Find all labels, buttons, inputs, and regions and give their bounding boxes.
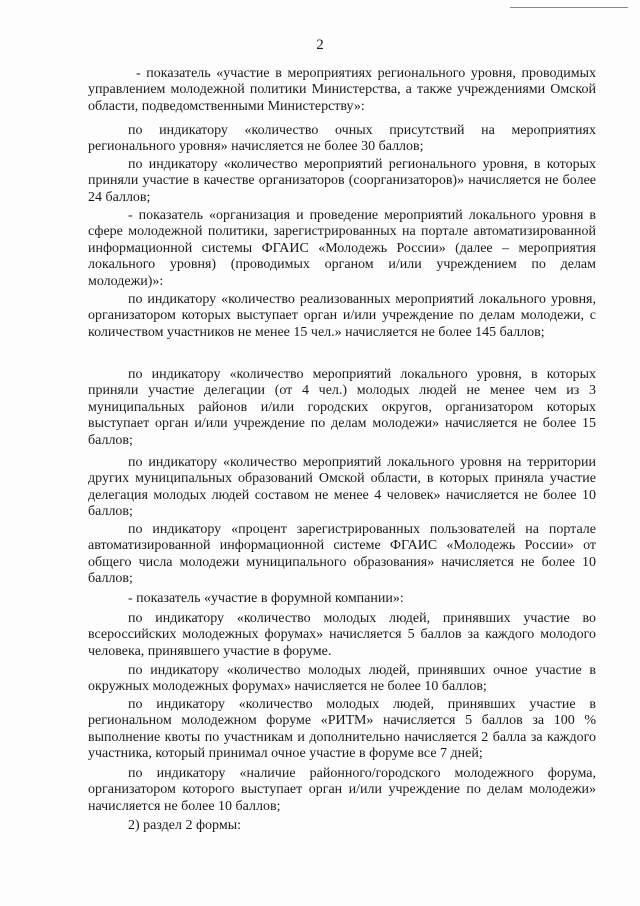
paragraph-regional-participation: - показатель «участие в мероприятиях регионального уровня, проводимых управлением молодежной политики Министерства, а также учреждениями Омской области, подведомственными Министерству»: [88, 66, 596, 114]
paragraph-indicator-organizers: по индикатору «количество мероприятий регионального уровня, в которых приняли участие в качестве организаторов (соорганизаторов)» начисляется не более 24 баллов; [88, 157, 596, 205]
paragraph-indicator-local-forum: по индикатору «наличие районного/городского молодежного форума, организатором которого выступает орган и/или учреждение по делам молодежи» начисляется не более 10 баллов; [88, 766, 596, 814]
paragraph-indicator-other-municipalities: по индикатору «количество мероприятий локального уровня на территории других муниципальных образований Омской области, в которых приняла участие делегация молодых людей составом не менее 4 человек» начисляется не более 10 баллов; [88, 455, 596, 520]
scan-edge-line [510, 7, 628, 8]
page-number: 2 [316, 37, 324, 53]
paragraph-indicator-national-forums: по индикатору «количество молодых людей, принявших участие во всероссийских молодежных форумах» начисляется 5 баллов за каждого молодого человека, принявшего участие в форуме. [88, 611, 596, 659]
paragraph-indicator-delegations: по индикатору «количество мероприятий локального уровня, в которых приняли участие делегации (от 4 чел.) молодых людей не менее чем из 3 муниципальных районов и/или городских округов, организатором которых выступает орган и/или учреждение по делам молодежи» начисляется не более 15 баллов; [88, 367, 596, 448]
paragraph-forum-campaign: - показатель «участие в форумной компании»: [128, 591, 404, 606]
paragraph-indicator-ritm-forum: по индикатору «количество молодых людей, принявших участие в региональном молодежном форуме «РИТМ» начисляется 5 баллов за 100 % выполнение квоты по участникам и дополнительно начисляется 2 балла за каждого участника, который принимал очное участие в форуме все 7 дней; [88, 697, 596, 762]
paragraph-indicator-registered-users: по индикатору «процент зарегистрированных пользователей на портале автоматизированной информационной системе ФГАИС «Молодежь России» от общего числа молодежи муниципального образования» начисляется не более 10 баллов; [88, 522, 596, 587]
paragraph-local-events: - показатель «организация и проведение мероприятий локального уровня в сфере молодежной политики, зарегистрированных на портале автоматизированной информационной системы ФГАИС «Молодежь России» (далее – мероприятия локального уровня) (проводимых органом и/или учреждением по делам молодежи)»: [88, 208, 596, 289]
section-2-heading: 2) раздел 2 формы: [128, 818, 241, 833]
paragraph-indicator-attendance: по индикатору «количество очных присутствий на мероприятиях регионального уровня» начисляется не более 30 баллов; [88, 123, 596, 155]
paragraph-indicator-district-forums: по индикатору «количество молодых людей, принявших очное участие в окружных молодежных форумах» начисляется не более 10 баллов; [88, 663, 596, 695]
paragraph-indicator-implemented-events: по индикатору «количество реализованных мероприятий локального уровня, организатором которых выступает орган и/или учреждение по делам молодежи, с количеством участников не менее 15 чел.» начисляется не более 145 баллов; [88, 292, 596, 340]
